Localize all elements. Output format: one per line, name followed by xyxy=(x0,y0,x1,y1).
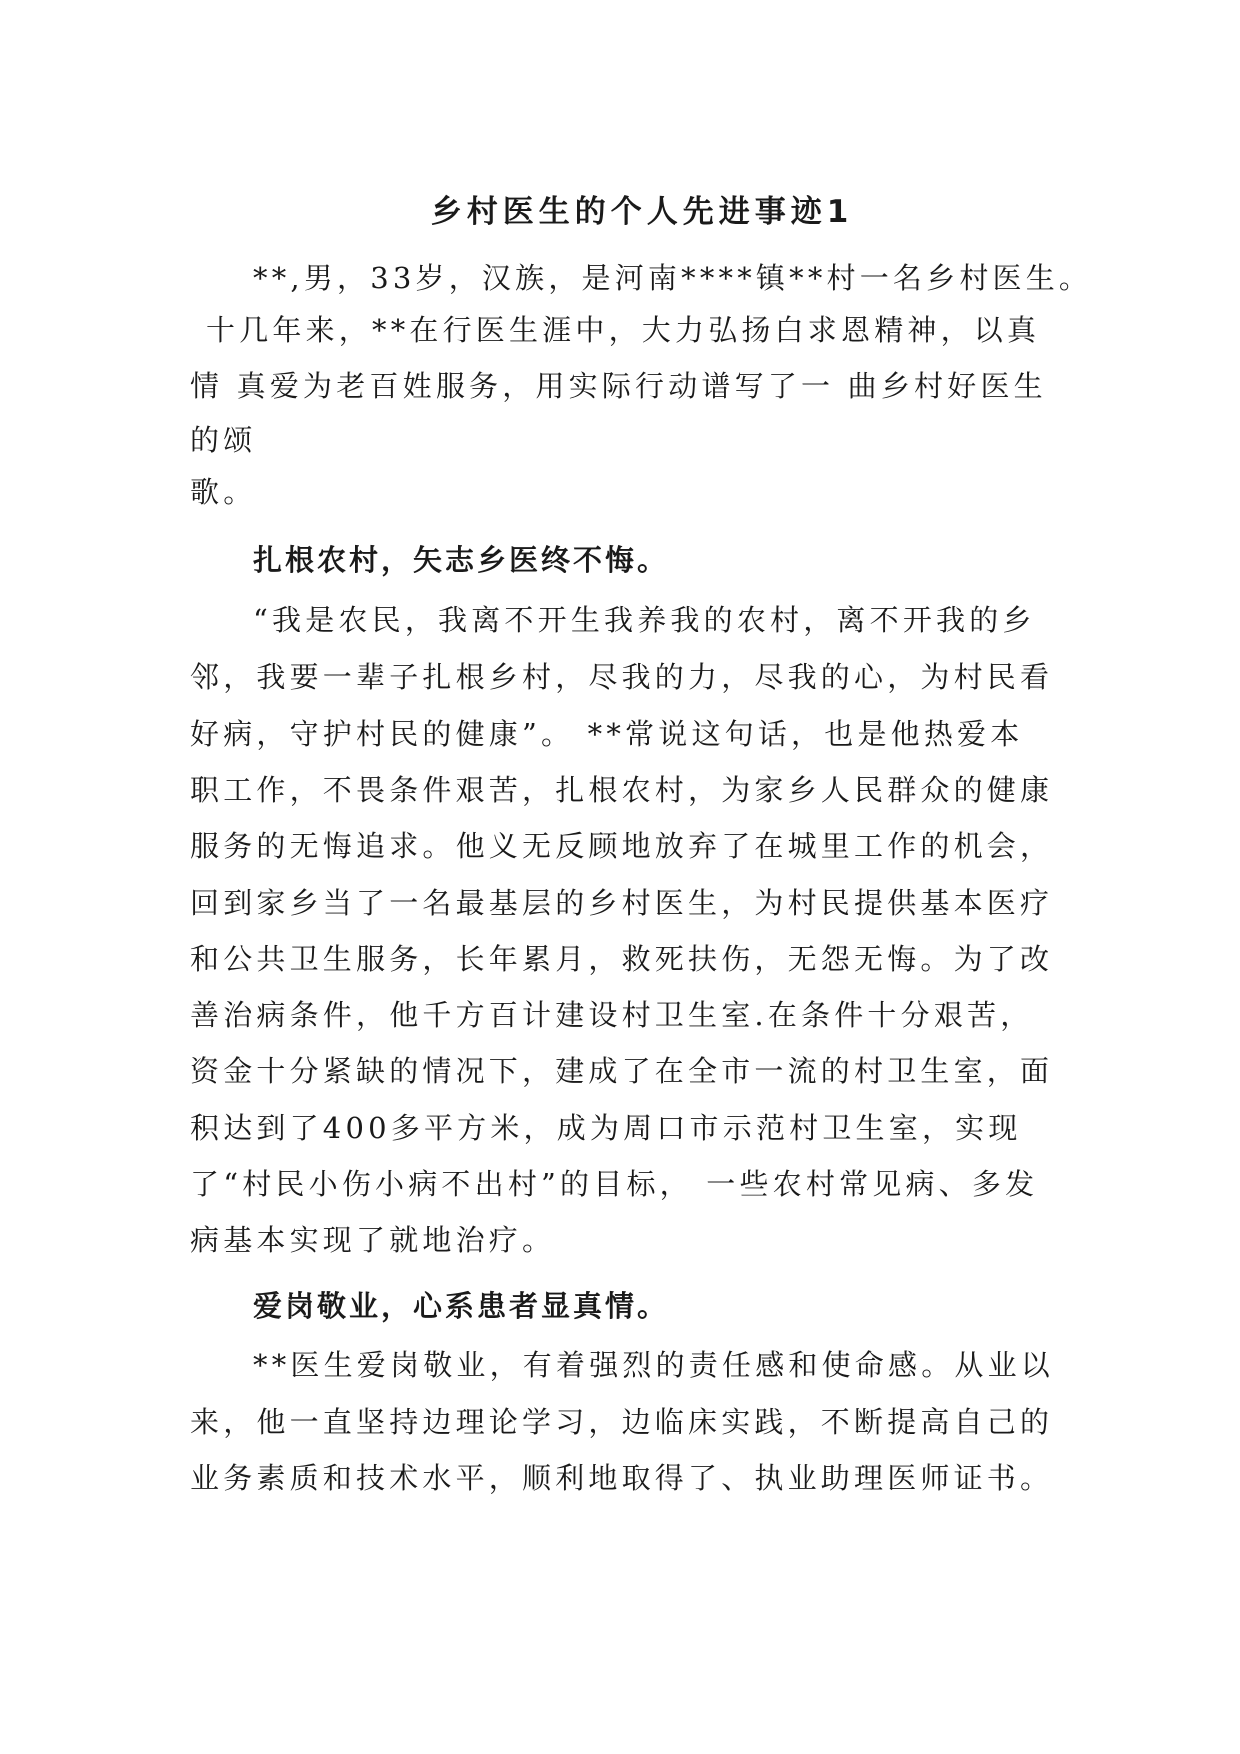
paragraph-line: 来，他一直坚持边理论学习，边临床实践，不断提高自己的 xyxy=(190,1405,1054,1439)
intro-line: 十几年来，**在行医生涯中，大力弘扬白求恩精神，以真 xyxy=(206,313,1041,347)
paragraph-line: **医生爱岗敬业，有着强烈的责任感和使命感。从业以 xyxy=(253,1348,1055,1382)
section-heading: 爱岗敬业，心系患者显真情。 xyxy=(253,1289,670,1323)
paragraph-line: 善治病条件，他千方百计建设村卫生室.在条件十分艰苦， xyxy=(190,998,1034,1032)
paragraph-line: 职工作，不畏条件艰苦，扎根农村，为家乡人民群众的健康 xyxy=(190,773,1054,807)
paragraph-line: 和公共卫生服务，长年累月，救死扶伤，无怨无悔。为了改 xyxy=(190,942,1054,976)
intro-line: 歌。 xyxy=(190,475,257,509)
document-title: 乡村医生的个人先进事迹1 xyxy=(430,194,854,230)
paragraph-line: 病基本实现了就地治疗。 xyxy=(190,1223,556,1257)
paragraph-line: 积达到了400多平方米，成为周口市示范村卫生室，实现 xyxy=(190,1111,1022,1145)
section-heading: 扎根农村，矢志乡医终不悔。 xyxy=(253,543,670,577)
intro-line: **,男，33岁，汉族，是河南****镇**村一名乡村医生。 xyxy=(253,261,1093,295)
paragraph-line: 服务的无悔追求。他义无反顾地放弃了在城里工作的机会， xyxy=(190,829,1054,863)
intro-line: 情 真爱为老百姓服务，用实际行动谱写了一 曲乡村好医生 xyxy=(190,369,1047,403)
paragraph-line: 了“村民小伤小病不出村”的目标， 一些农村常见病、多发 xyxy=(190,1167,1039,1201)
paragraph-line: 好病，守护村民的健康”。 **常说这句话，也是他热爱本 xyxy=(190,717,1024,751)
paragraph-line: “我是农民，我离不开生我养我的农村，离不开我的乡 xyxy=(253,603,1036,637)
intro-line: 的颂 xyxy=(190,423,257,457)
paragraph-line: 业务素质和技术水平，顺利地取得了、执业助理医师证书。 xyxy=(190,1461,1054,1495)
paragraph-line: 邻，我要一辈子扎根乡村，尽我的力，尽我的心，为村民看 xyxy=(190,660,1054,694)
paragraph-line: 资金十分紧缺的情况下，建成了在全市一流的村卫生室，面 xyxy=(190,1054,1054,1088)
paragraph-line: 回到家乡当了一名最基层的乡村医生，为村民提供基本医疗 xyxy=(190,886,1054,920)
